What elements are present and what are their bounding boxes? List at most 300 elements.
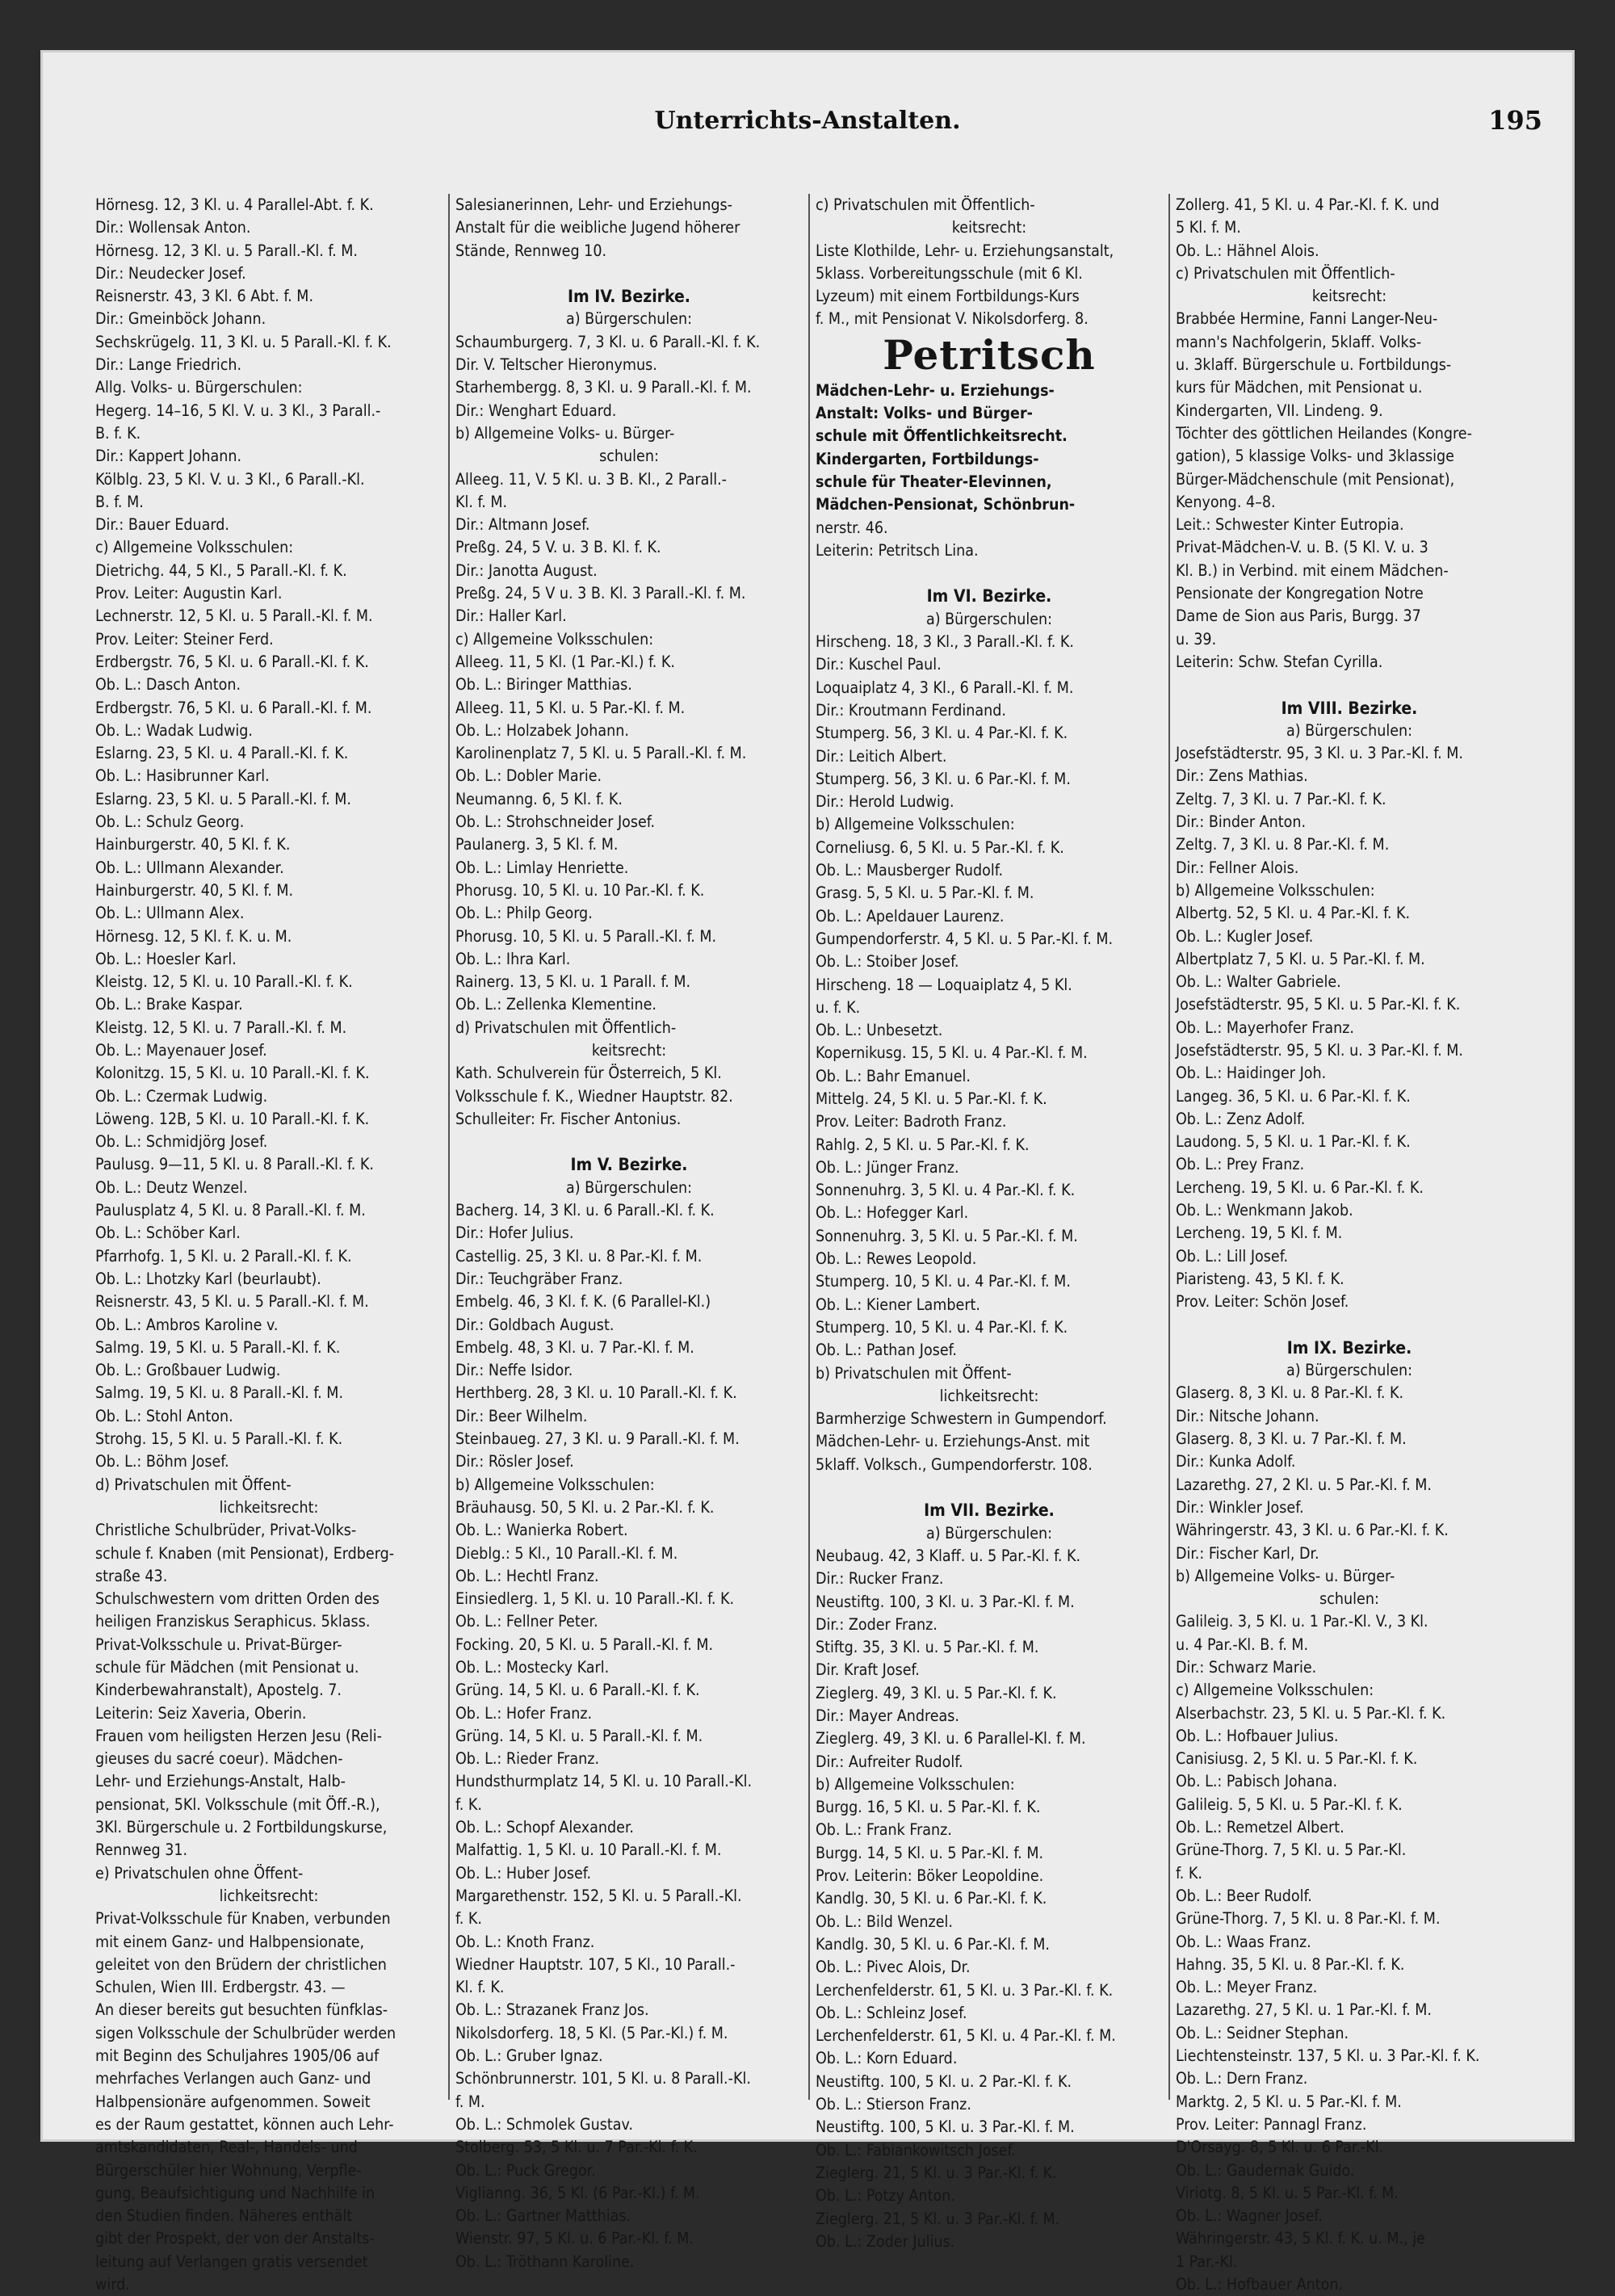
entry-line: Leiterin: Petritsch Lina. xyxy=(816,540,979,560)
entry-line: Castellig. 25, 3 Kl. u. 8 Par.-Kl. f. M. xyxy=(455,1246,703,1266)
entry-line: Dame de Sion aus Paris, Burgg. 37 xyxy=(1176,607,1421,626)
entry-line: d) Privatschulen mit Öffentlich- xyxy=(455,1018,677,1037)
entry-line: Ob. L.: Wagner Josef. xyxy=(1176,2206,1323,2226)
section-heading: lichkeitsrecht: xyxy=(219,1886,319,1905)
entry-line: Embelg. 48, 3 Kl. u. 7 Par.-Kl. f. M. xyxy=(455,1337,694,1357)
district-heading: Im IV. Bezirke. xyxy=(568,287,690,307)
entry-line: amtskandidaten, Real-, Handels- und xyxy=(95,2138,358,2157)
entry-line: Ob. L.: Wadak Ludwig. xyxy=(95,720,253,740)
entry-line: Eslarng. 23, 5 Kl. u. 4 Parall.-Kl. f. K. xyxy=(95,744,349,763)
entry-line: Phorusg. 10, 5 Kl. u. 10 Par.-Kl. f. K. xyxy=(455,880,705,900)
entry-line: Ob. L.: Bahr Emanuel. xyxy=(816,1066,971,1085)
entry-line: Hegerg. 14–16, 5 Kl. V. u. 3 Kl., 3 Parall.- xyxy=(95,401,381,420)
entry-line: Hörnesg. 12, 5 Kl. f. K. u. M. xyxy=(95,926,292,946)
entry-line: Ob. L.: Mayenauer Josef. xyxy=(95,1040,267,1060)
entry-line: Dir.: Hofer Julius. xyxy=(455,1224,574,1243)
entry-line: Pensionate der Kongregation Notre xyxy=(1176,584,1424,603)
column-4 xyxy=(1176,194,1523,2294)
entry-line: Neustiftg. 100, 3 Kl. u. 3 Par.-Kl. f. M. xyxy=(816,1592,1075,1611)
entry-line: Kl. f. K. xyxy=(455,1978,505,1997)
entry-line: gibt der Prospekt, der von der Anstalts- xyxy=(95,2229,375,2248)
entry-line: Ob. L.: Großbauer Ludwig. xyxy=(95,1361,281,1380)
entry-line: schule f. Knaben (mit Pensionat), Erdberg- xyxy=(95,1543,395,1563)
entry-line: c) Privatschulen mit Öffentlich- xyxy=(816,195,1035,214)
entry-line: Starhembergg. 8, 3 Kl. u. 9 Parall.-Kl. f. M. xyxy=(455,378,752,397)
column-3 xyxy=(816,194,1163,2251)
entry-line: Lyzeum) mit einem Fortbildungs-Kurs xyxy=(816,287,1080,306)
section-heading: a) Bürgerschulen: xyxy=(1286,1361,1413,1380)
entry-line: Nikolsdorferg. 18, 5 Kl. (5 Par.-Kl.) f. M. xyxy=(455,2023,728,2042)
entry-line: Herthberg. 28, 3 Kl. u. 10 Parall.-Kl. f. K. xyxy=(455,1383,737,1403)
entry-line: Ob. L.: Hofegger Karl. xyxy=(816,1203,969,1223)
entry-line: Dir. Kraft Josef. xyxy=(816,1660,920,1680)
entry-line: Ob. L.: Ullmann Alex. xyxy=(95,904,245,923)
entry-line: mehrfaches Verlangen auch Ganz- und xyxy=(95,2069,371,2088)
entry-line: Zieglerg. 49, 3 Kl. u. 5 Par.-Kl. f. K. xyxy=(816,1683,1057,1702)
entry-line: Ob. L.: Strohschneider Josef. xyxy=(455,812,656,832)
entry-line: Ob. L.: Haidinger Joh. xyxy=(1176,1064,1327,1083)
entry-line: Langeg. 36, 5 Kl. u. 6 Par.-Kl. f. K. xyxy=(1176,1086,1411,1106)
entry-line: u. 3klaff. Bürgerschule u. Fortbildungs- xyxy=(1176,355,1452,375)
entry-line: Hörnesg. 12, 3 Kl. u. 4 Parallel-Abt. f. K. xyxy=(95,195,374,214)
entry-line: Einsiedlerg. 1, 5 Kl. u. 10 Parall.-Kl. f. K. xyxy=(455,1589,735,1609)
entry-line: d) Privatschulen mit Öffent- xyxy=(95,1475,292,1494)
entry-line: Viriotg. 8, 5 Kl. u. 5 Par.-Kl. f. M. xyxy=(1176,2183,1399,2202)
section-heading: schulen: xyxy=(1319,1589,1379,1609)
entry-line: Stiftg. 35, 3 Kl. u. 5 Par.-Kl. f. M. xyxy=(816,1638,1039,1657)
entry-line: Dir.: Zens Mathias. xyxy=(1176,766,1308,786)
entry-line: 1 Par.-Kl. xyxy=(1176,2252,1238,2271)
entry-line: Stolberg. 53, 5 Kl. u. 7 Par.-Kl. f. K. xyxy=(455,2138,698,2157)
entry-line: Stände, Rennweg 10. xyxy=(455,241,607,260)
entry-line: Schulen, Wien III. Erdbergstr. 43. — xyxy=(95,1978,346,1997)
entry-line: Ob. L.: Zellenka Klementine. xyxy=(455,995,656,1014)
entry-line: Alserbachstr. 23, 5 Kl. u. 5 Par.-Kl. f. K. xyxy=(1176,1703,1446,1723)
entry-line: Hahng. 35, 5 Kl. u. 8 Par.-Kl. f. K. xyxy=(1176,1954,1405,1974)
entry-line: Liechtensteinstr. 137, 5 Kl. u. 3 Par.-Kl. f. K. xyxy=(1176,2046,1480,2066)
advertisement-line: Mädchen-Lehr- u. Erziehungs- xyxy=(816,380,1055,400)
entry-line: Leiterin: Seiz Xaveria, Oberin. xyxy=(95,1703,307,1723)
entry-line: Ob. L.: Stohl Anton. xyxy=(95,1406,233,1425)
entry-line: Anstalt für die weibliche Jugend höherer xyxy=(455,218,740,237)
entry-line: Kandlg. 30, 5 Kl. u. 6 Par.-Kl. f. K. xyxy=(816,1889,1047,1908)
entry-line: Dieblg.: 5 Kl., 10 Parall.-Kl. f. M. xyxy=(455,1543,678,1563)
column-2 xyxy=(455,194,803,2271)
entry-line: Ob. L.: Dobler Marie. xyxy=(455,766,602,786)
entry-line: Paulusplatz 4, 5 Kl. u. 8 Parall.-Kl. f. M. xyxy=(95,1201,366,1220)
entry-line: Ob. L.: Frank Franz. xyxy=(816,1820,952,1840)
entry-line: Bürgerschüler hier Wohnung, Verpfle- xyxy=(95,2160,362,2180)
entry-line: Dir.: Fellner Alois. xyxy=(1176,858,1299,877)
entry-line: Ob. L.: Puck Gregor. xyxy=(455,2160,596,2180)
text-columns xyxy=(95,194,1526,2294)
entry-line: Steinbaueg. 27, 3 Kl. u. 9 Parall.-Kl. f. M. xyxy=(455,1429,740,1449)
entry-line: Zollerg. 41, 5 Kl. u. 4 Par.-Kl. f. K. und xyxy=(1176,195,1440,214)
entry-line: Alleeg. 11, V. 5 Kl. u. 3 B. Kl., 2 Parall.- xyxy=(455,469,727,489)
district-heading: Im VIII. Bezirke. xyxy=(1281,698,1418,718)
column-rule xyxy=(808,194,810,2100)
entry-line: b) Allgemeine Volksschulen: xyxy=(455,1475,655,1494)
entry-line: Töchter des göttlichen Heilandes (Kongre- xyxy=(1176,423,1472,443)
entry-line: Ob. L.: Dern Franz. xyxy=(1176,2069,1308,2088)
entry-line: Neubaug. 42, 3 Klaff. u. 5 Par.-Kl. f. K. xyxy=(816,1546,1081,1565)
entry-line: mit Beginn des Schuljahres 1905/06 auf xyxy=(95,2046,380,2066)
entry-line: straße 43. xyxy=(95,1566,168,1585)
entry-line: Dietrichg. 44, 5 Kl., 5 Parall.-Kl. f. K. xyxy=(95,560,347,580)
entry-line: b) Allgemeine Volksschulen: xyxy=(816,815,1015,834)
entry-line: Burgg. 14, 5 Kl. u. 5 Par.-Kl. f. M. xyxy=(816,1843,1044,1862)
entry-line: Loquaiplatz 4, 3 Kl., 6 Parall.-Kl. f. M. xyxy=(816,678,1074,697)
running-head: Unterrichts-Anstalten. xyxy=(654,107,961,135)
entry-line: Josefstädterstr. 95, 5 Kl. u. 3 Par.-Kl. f. M. xyxy=(1176,1040,1463,1060)
entry-line: Ob. L.: Lill Josef. xyxy=(1176,1246,1289,1266)
entry-line: Alleeg. 11, 5 Kl. u. 5 Par.-Kl. f. M. xyxy=(455,698,686,717)
entry-line: c) Allgemeine Volksschulen: xyxy=(1176,1681,1374,1700)
entry-line: Ob. L.: Zenz Adolf. xyxy=(1176,1109,1306,1128)
entry-line: Ob. L.: Schopf Alexander. xyxy=(455,1818,634,1837)
entry-line: Corneliusg. 6, 5 Kl. u. 5 Par.-Kl. f. K. xyxy=(816,837,1064,857)
entry-line: Löweng. 12B, 5 Kl. u. 10 Parall.-Kl. f. K. xyxy=(95,1109,370,1128)
entry-line: gung, Beaufsichtigung und Nachhilfe in xyxy=(95,2183,375,2202)
entry-line: Ob. L.: Kugler Josef. xyxy=(1176,926,1314,946)
entry-line: Ob. L.: Hoesler Karl. xyxy=(95,949,237,968)
advertisement-line: schule für Theater-Elevinnen, xyxy=(816,472,1052,491)
entry-line: Dir.: Rucker Franz. xyxy=(816,1569,944,1589)
entry-line: Kölblg. 23, 5 Kl. V. u. 3 Kl., 6 Parall.-Kl. xyxy=(95,469,365,489)
entry-line: Privat-Volksschule für Knaben, verbunden xyxy=(95,1909,391,1929)
entry-line: Ob. L.: Limlay Henriette. xyxy=(455,858,629,877)
entry-line: Stumperg. 56, 3 Kl. u. 4 Par.-Kl. f. K. xyxy=(816,724,1068,743)
entry-line: Mittelg. 24, 5 Kl. u. 5 Par.-Kl. f. K. xyxy=(816,1089,1047,1108)
entry-line: B. f. M. xyxy=(95,492,144,511)
entry-line: Ob. L.: Seidner Stephan. xyxy=(1176,2023,1349,2042)
entry-line: Laudong. 5, 5 Kl. u. 1 Par.-Kl. f. K. xyxy=(1176,1132,1411,1152)
entry-line: Ob. L.: Mostecky Karl. xyxy=(455,1658,610,1677)
entry-line: Ob. L.: Böhm Josef. xyxy=(95,1452,229,1471)
entry-line: kurs für Mädchen, mit Pensionat u. xyxy=(1176,378,1423,397)
entry-line: Ob. L.: Schleinz Josef. xyxy=(816,2003,967,2022)
entry-line: Margarethenstr. 152, 5 Kl. u. 5 Parall.-Kl. xyxy=(455,1886,742,1905)
entry-line: Kindergarten, VII. Lindeng. 9. xyxy=(1176,401,1383,420)
entry-line: Eslarng. 23, 5 Kl. u. 5 Parall.-Kl. f. M. xyxy=(95,789,351,808)
advertisement-line: Kindergarten, Fortbildungs- xyxy=(816,449,1039,468)
section-heading: a) Bürgerschulen: xyxy=(565,309,693,329)
entry-line: Embelg. 46, 3 Kl. f. K. (6 Parallel-Kl.) xyxy=(455,1292,711,1312)
entry-line: Kl. B.) in Verbind. mit einem Mädchen- xyxy=(1176,560,1449,580)
entry-line: leitung auf Verlangen gratis versendet xyxy=(95,2252,368,2271)
page-number: 195 xyxy=(1488,105,1542,136)
entry-line: Rahlg. 2, 5 Kl. u. 5 Par.-Kl. f. K. xyxy=(816,1135,1030,1154)
entry-line: Kleistg. 12, 5 Kl. u. 10 Parall.-Kl. f. K. xyxy=(95,972,353,992)
entry-line: Galileig. 3, 5 Kl. u. 1 Par.-Kl. V., 3 Kl. xyxy=(1176,1612,1428,1631)
entry-line: Ob. L.: Hofbauer Julius. xyxy=(1176,1726,1339,1745)
entry-line: Dir.: Kappert Johann. xyxy=(95,447,242,466)
entry-line: Ob. L.: Huber Josef. xyxy=(455,1863,592,1883)
entry-line: Dir.: Binder Anton. xyxy=(1176,812,1307,832)
entry-line: e) Privatschulen ohne Öffent- xyxy=(95,1863,304,1883)
section-heading: a) Bürgerschulen: xyxy=(565,1177,693,1197)
entry-line: B. f. K. xyxy=(95,423,141,443)
entry-line: Grüne-Thorg. 7, 5 Kl. u. 5 Par.-Kl. xyxy=(1176,1841,1407,1860)
entry-line: Salesianerinnen, Lehr- und Erziehungs- xyxy=(455,195,732,214)
entry-line: Ob. L.: Schmidjörg Josef. xyxy=(95,1132,268,1152)
entry-line: Prov. Leiter: Badroth Franz. xyxy=(816,1112,1007,1131)
entry-line: Ob. L.: Wenkmann Jakob. xyxy=(1176,1201,1353,1220)
entry-line: Malfattig. 1, 5 Kl. u. 10 Parall.-Kl. f. M. xyxy=(455,1841,722,1860)
entry-line xyxy=(816,562,1163,585)
entry-line: f. K. xyxy=(455,1909,482,1929)
entry-line: Lechnerstr. 12, 5 Kl. u. 5 Parall.-Kl. f. M. xyxy=(95,607,373,626)
entry-line: Ob. L.: Potzy Anton. xyxy=(816,2186,955,2206)
entry-line: Piaristeng. 43, 5 Kl. f. K. xyxy=(1176,1269,1344,1288)
entry-line: Karolinenplatz 7, 5 Kl. u. 5 Parall.-Kl. f. M. xyxy=(455,744,747,763)
entry-line: Ob. L.: Ihra Karl. xyxy=(455,949,571,968)
entry-line: geleitet von den Brüdern der christlichen xyxy=(95,1954,387,1974)
entry-line: Ob. L.: Pathan Josef. xyxy=(816,1341,957,1360)
entry-line: Ob. L.: Remetzel Albert. xyxy=(1176,1818,1344,1837)
entry-line: Mädchen-Lehr- u. Erziehungs-Anst. mit xyxy=(816,1432,1090,1451)
entry-line: D'Orsayg. 8, 5 Kl. u. 6 Par.-Kl. xyxy=(1176,2138,1384,2157)
entry-line: Josefstädterstr. 95, 3 Kl. u. 3 Par.-Kl. f. M. xyxy=(1176,744,1463,763)
section-heading: a) Bürgerschulen: xyxy=(925,609,1053,628)
column-rule xyxy=(1168,194,1170,2100)
entry-line: Schönbrunnerstr. 101, 5 Kl. u. 8 Parall.-Kl. xyxy=(455,2069,751,2088)
entry-line: Ob. L.: Mayerhofer Franz. xyxy=(1176,1018,1354,1037)
entry-line: Zeltg. 7, 3 Kl. u. 8 Par.-Kl. f. M. xyxy=(1176,835,1390,854)
entry-line: Halbpensionäre aufgenommen. Soweit xyxy=(95,2092,371,2111)
entry-line: Glaserg. 8, 3 Kl. u. 7 Par.-Kl. f. M. xyxy=(1176,1429,1407,1449)
entry-line: Dir.: Aufreiter Rudolf. xyxy=(816,1752,963,1771)
entry-line: Sonnenuhrg. 3, 5 Kl. u. 5 Par.-Kl. f. M. xyxy=(816,1226,1078,1245)
entry-line: b) Privatschulen mit Öffent- xyxy=(816,1363,1012,1383)
entry-line: Ob. L.: Apeldauer Laurenz. xyxy=(816,906,1005,926)
section-heading: keitsrecht: xyxy=(1311,287,1387,306)
entry-line: Schulschwestern vom dritten Orden des xyxy=(95,1589,380,1609)
entry-line: Albertplatz 7, 5 Kl. u. 5 Par.-Kl. f. M. xyxy=(1176,949,1425,968)
entry-line: Canisiusg. 2, 5 Kl. u. 5 Par.-Kl. f. K. xyxy=(1176,1749,1418,1769)
entry-line: Ob. L.: Biringer Matthias. xyxy=(455,675,632,695)
entry-line: c) Privatschulen mit Öffentlich- xyxy=(1176,263,1395,283)
entry-line: Hainburgerstr. 40, 5 Kl. f. M. xyxy=(95,880,294,900)
entry-line: Ob. L.: Pabisch Johana. xyxy=(1176,1772,1338,1791)
entry-line: Kenyong. 4–8. xyxy=(1176,492,1276,511)
entry-line: Neustiftg. 100, 5 Kl. u. 3 Par.-Kl. f. M. xyxy=(816,2118,1075,2137)
advertisement-line: Anstalt: Volks- und Bürger- xyxy=(816,404,1033,423)
entry-line: Ob. L.: Beer Rudolf. xyxy=(1176,1886,1312,1905)
entry-line: gieuses du sacré coeur). Mädchen- xyxy=(95,1749,343,1769)
entry-line: Reisnerstr. 43, 5 Kl. u. 5 Parall.-Kl. f. M. xyxy=(95,1292,369,1312)
entry-line: Bräuhausg. 50, 5 Kl. u. 2 Par.-Kl. f. K. xyxy=(455,1497,715,1517)
entry-line: Dir.: Nitsche Johann. xyxy=(1176,1406,1319,1425)
entry-line: Prov. Leiter: Pannagl Franz. xyxy=(1176,2114,1367,2134)
entry-line: Ob. L.: Schulz Georg. xyxy=(95,812,245,832)
advertisement-title: Petritsch xyxy=(883,330,1096,379)
entry-line: es der Raum gestattet, können auch Lehr- xyxy=(95,2114,394,2134)
entry-line: Ob. L.: Lhotzky Karl (beurlaubt). xyxy=(95,1269,321,1288)
entry-line: An dieser bereits gut besuchten fünfklas- xyxy=(95,2000,388,2020)
entry-line: Ob. L.: Hechtl Franz. xyxy=(455,1566,599,1585)
entry-line: Dir.: Rösler Josef. xyxy=(455,1452,574,1471)
entry-line: Ob. L.: Hähnel Alois. xyxy=(1176,241,1319,260)
entry-line: Dir.: Beer Wilhelm. xyxy=(455,1406,588,1425)
entry-line: Dir.: Altmann Josef. xyxy=(455,515,590,535)
entry-line: Phorusg. 10, 5 Kl. u. 5 Parall.-Kl. f. M. xyxy=(455,926,717,946)
entry-line: Ob. L.: Czermak Ludwig. xyxy=(95,1086,268,1106)
entry-line: Ob. L.: Ambros Karoline v. xyxy=(95,1315,279,1334)
entry-line: 3Kl. Bürgerschule u. 2 Fortbildungskurse, xyxy=(95,1818,388,1837)
entry-line: Ob. L.: Gaudernak Guido. xyxy=(1176,2160,1355,2180)
advertisement-line: Mädchen-Pensionat, Schönbrun- xyxy=(816,495,1076,514)
section-heading: schulen: xyxy=(599,447,659,466)
entry-line: b) Allgemeine Volksschulen: xyxy=(816,1774,1015,1794)
entry-line: Ob. L.: Schöber Karl. xyxy=(95,1224,241,1243)
entry-line: Ob. L.: Korn Eduard. xyxy=(816,2049,958,2068)
entry-line xyxy=(455,262,803,285)
entry-line: Burgg. 16, 5 Kl. u. 5 Par.-Kl. f. K. xyxy=(816,1798,1041,1817)
section-heading: keitsrecht: xyxy=(951,218,1027,237)
entry-line: Ob. L.: Kiener Lambert. xyxy=(816,1295,980,1314)
entry-line: Allg. Volks- u. Bürgerschulen: xyxy=(95,378,303,397)
entry-line: Glaserg. 8, 3 Kl. u. 8 Par.-Kl. f. K. xyxy=(1176,1383,1404,1403)
section-heading: a) Bürgerschulen: xyxy=(925,1523,1053,1543)
entry-line: Neustiftg. 100, 5 Kl. u. 2 Par.-Kl. f. K. xyxy=(816,2071,1072,2091)
entry-line: Ob. L.: Fellner Peter. xyxy=(455,1612,598,1631)
entry-line: pensionat, 5Kl. Volksschule (mit Öff.-R.), xyxy=(95,1794,380,1814)
entry-line: Ob. L.: Knoth Franz. xyxy=(455,1932,595,1951)
column-rule xyxy=(448,194,450,2100)
entry-line: Wiedner Hauptstr. 107, 5 Kl., 10 Parall.- xyxy=(455,1954,736,1974)
entry-line: Ob. L.: Schmolek Gustav. xyxy=(455,2114,633,2134)
entry-line: Frauen vom heiligsten Herzen Jesu (Reli- xyxy=(95,1726,382,1745)
entry-line: f. K. xyxy=(455,1794,482,1814)
entry-line: Schulleiter: Fr. Fischer Antonius. xyxy=(455,1109,682,1128)
entry-line: Alleeg. 11, 5 Kl. (1 Par.-Kl.) f. K. xyxy=(455,652,676,671)
entry-line: Dir.: Neffe Isidor. xyxy=(455,1361,573,1380)
section-heading: lichkeitsrecht: xyxy=(939,1386,1039,1405)
entry-line: Zieglerg. 21, 5 Kl. u. 3 Par.-Kl. f. K. xyxy=(816,2163,1057,2182)
entry-line: Focking. 20, 5 Kl. u. 5 Parall.-Kl. f. M. xyxy=(455,1635,714,1654)
district-heading: Im V. Bezirke. xyxy=(570,1155,688,1175)
entry-line: Ob. L.: Philp Georg. xyxy=(455,904,593,923)
entry-line: Gumpendorferstr. 4, 5 Kl. u. 5 Par.-Kl. f. M. xyxy=(816,929,1114,948)
entry-line: Marktg. 2, 5 Kl. u. 5 Par.-Kl. f. M. xyxy=(1176,2092,1402,2111)
entry-line: Reisnerstr. 43, 3 Kl. 6 Abt. f. M. xyxy=(95,287,314,306)
entry-line: Kinderbewahranstalt), Apostelg. 7. xyxy=(95,1681,342,1700)
entry-line: Ob. L.: Gartner Matthias. xyxy=(455,2206,631,2226)
entry-line: Prov. Leiter: Augustin Karl. xyxy=(95,584,283,603)
entry-line: Dir.: Kroutmann Ferdinand. xyxy=(816,700,1006,720)
entry-line: c) Allgemeine Volksschulen: xyxy=(455,629,654,649)
entry-line: Grüng. 14, 5 Kl. u. 6 Parall.-Kl. f. K. xyxy=(455,1681,700,1700)
entry-line: Ob. L.: Dasch Anton. xyxy=(95,675,241,695)
entry-line: Bacherg. 14, 3 Kl. u. 6 Parall.-Kl. f. K. xyxy=(455,1201,715,1220)
entry-line: Rainerg. 13, 5 Kl. u. 1 Parall. f. M. xyxy=(455,972,691,992)
entry-line: Salmg. 19, 5 Kl. u. 5 Parall.-Kl. f. K. xyxy=(95,1337,341,1357)
entry-line: Ob. L.: Tröthann Karoline. xyxy=(455,2252,635,2271)
page-sheet xyxy=(40,50,1575,2294)
entry-line xyxy=(455,1131,803,1153)
entry-line: Dir.: Winkler Josef. xyxy=(1176,1497,1304,1517)
entry-line: heiligen Franziskus Seraphicus. 5klass. xyxy=(95,1612,371,1631)
entry-line xyxy=(816,1476,1163,1499)
entry-line: Christliche Schulbrüder, Privat-Volks- xyxy=(95,1521,357,1540)
entry-line: wird. xyxy=(95,2275,130,2294)
entry-line: Hirscheng. 18, 3 Kl., 3 Parall.-Kl. f. K. xyxy=(816,632,1074,652)
entry-line: Strohg. 15, 5 Kl. u. 5 Parall.-Kl. f. K. xyxy=(95,1429,343,1449)
entry-line: Ob. L.: Meyer Franz. xyxy=(1176,1978,1318,1997)
entry-line: f. M. xyxy=(455,2092,485,2111)
section-heading: lichkeitsrecht: xyxy=(219,1497,319,1517)
entry-line: schule für Mädchen (mit Pensionat u. xyxy=(95,1658,359,1677)
entry-line: Lercheng. 19, 5 Kl. u. 6 Par.-Kl. f. K. xyxy=(1176,1177,1424,1197)
entry-line: Ob. L.: Rewes Leopold. xyxy=(816,1249,977,1269)
entry-line: Kleistg. 12, 5 Kl. u. 7 Parall.-Kl. f. M. xyxy=(95,1018,347,1037)
entry-line: Sonnenuhrg. 3, 5 Kl. u. 4 Par.-Kl. f. K. xyxy=(816,1181,1076,1200)
entry-line: Privat-Mädchen-V. u. B. (5 Kl. V. u. 3 xyxy=(1176,538,1428,557)
entry-line: Salmg. 19, 5 Kl. u. 8 Parall.-Kl. f. M. xyxy=(95,1383,344,1403)
entry-line: Ob. L.: Bild Wenzel. xyxy=(816,1912,953,1931)
entry-line: Brabbée Hermine, Fanni Langer-Neu- xyxy=(1176,309,1438,329)
entry-line: Lerchenfelderstr. 61, 5 Kl. u. 4 Par.-Kl. f. M. xyxy=(816,2026,1116,2046)
entry-line: Dir.: Kuschel Paul. xyxy=(816,655,942,674)
entry-line: Liste Klothilde, Lehr- u. Erziehungsanstalt, xyxy=(816,241,1114,260)
entry-line xyxy=(1176,674,1523,696)
entry-line: Dir.: Haller Karl. xyxy=(455,607,567,626)
entry-line: mann's Nachfolgerin, 5klaff. Volks- xyxy=(1176,332,1422,351)
entry-line: Dir.: Teuchgräber Franz. xyxy=(455,1269,623,1288)
entry-line: Dir.: Wenghart Eduard. xyxy=(455,401,617,420)
entry-line: Dir.: Schwarz Marie. xyxy=(1176,1658,1317,1677)
entry-line: Preßg. 24, 5 V. u. 3 B. Kl. f. K. xyxy=(455,538,661,557)
entry-line: Preßg. 24, 5 V u. 3 B. Kl. 3 Parall.-Kl. f. M. xyxy=(455,584,746,603)
entry-line: Zieglerg. 21, 5 Kl. u. 3 Par.-Kl. f. M. xyxy=(816,2209,1060,2228)
entry-line: Währingerstr. 43, 5 Kl. f. K. u. M., je xyxy=(1176,2229,1425,2248)
entry-line: Ob. L.: Brake Kaspar. xyxy=(95,995,243,1014)
entry-line: c) Allgemeine Volksschulen: xyxy=(95,538,294,557)
entry-line: Grasg. 5, 5 Kl. u. 5 Par.-Kl. f. M. xyxy=(816,884,1034,903)
entry-line: Kl. f. M. xyxy=(455,492,508,511)
entry-line: Dir.: Bauer Eduard. xyxy=(95,515,230,535)
entry-line: Ob. L.: Stierson Franz. xyxy=(816,2095,971,2114)
entry-line: Rennweg 31. xyxy=(95,1841,188,1860)
entry-line: Lazarethg. 27, 2 Kl. u. 5 Par.-Kl. f. M. xyxy=(1176,1475,1432,1494)
entry-line: Stumperg. 10, 5 Kl. u. 4 Par.-Kl. f. M. xyxy=(816,1272,1071,1291)
entry-line: Dir.: Neudecker Josef. xyxy=(95,263,246,283)
advertisement-line: schule mit Öffentlichkeitsrecht. xyxy=(816,426,1068,446)
entry-line: nerstr. 46. xyxy=(816,518,888,537)
entry-line: Ob. L.: Rieder Franz. xyxy=(455,1749,600,1769)
entry-line: Sechskrügelg. 11, 3 Kl. u. 5 Parall.-Kl. f. K. xyxy=(95,332,392,351)
entry-line: Kolonitzg. 15, 5 Kl. u. 10 Parall.-Kl. f. K. xyxy=(95,1064,370,1083)
entry-line: Ob. L.: Fabiankowitsch Josef. xyxy=(816,2140,1016,2160)
entry-line: Wienstr. 97, 5 Kl. u. 6 Par.-Kl. f. M. xyxy=(455,2229,694,2248)
entry-line: Schaumburgerg. 7, 3 Kl. u. 6 Parall.-Kl. f. K. xyxy=(455,332,761,351)
entry-line: Bürger-Mädchenschule (mit Pensionat), xyxy=(1176,469,1455,489)
entry-line: b) Allgemeine Volksschulen: xyxy=(1176,880,1375,900)
entry-line: Ob. L.: Hofbauer Anton. xyxy=(1176,2275,1344,2294)
entry-line: Kandlg. 30, 5 Kl. u. 6 Par.-Kl. f. M. xyxy=(816,1934,1050,1954)
entry-line: u. 4 Par.-Kl. B. f. M. xyxy=(1176,1635,1309,1654)
entry-line: Ob. L.: Hasibrunner Karl. xyxy=(95,766,270,786)
entry-line: Viglianng. 36, 5 Kl. (6 Par.-Kl.) f. M. xyxy=(455,2183,700,2202)
entry-line: f. K. xyxy=(1176,1863,1202,1883)
entry-line: Josefstädterstr. 95, 5 Kl. u. 5 Par.-Kl. f. K. xyxy=(1176,995,1461,1014)
entry-line: Hainburgerstr. 40, 5 Kl. f. K. xyxy=(95,835,291,854)
entry-line: Ob. L.: Zoder Julius. xyxy=(816,2231,955,2251)
entry-line: Barmherzige Schwestern in Gumpendorf. xyxy=(816,1409,1107,1429)
entry-line: Zeltg. 7, 3 Kl. u. 7 Par.-Kl. f. K. xyxy=(1176,789,1386,808)
entry-line: Ob. L.: Hofer Franz. xyxy=(455,1703,593,1723)
